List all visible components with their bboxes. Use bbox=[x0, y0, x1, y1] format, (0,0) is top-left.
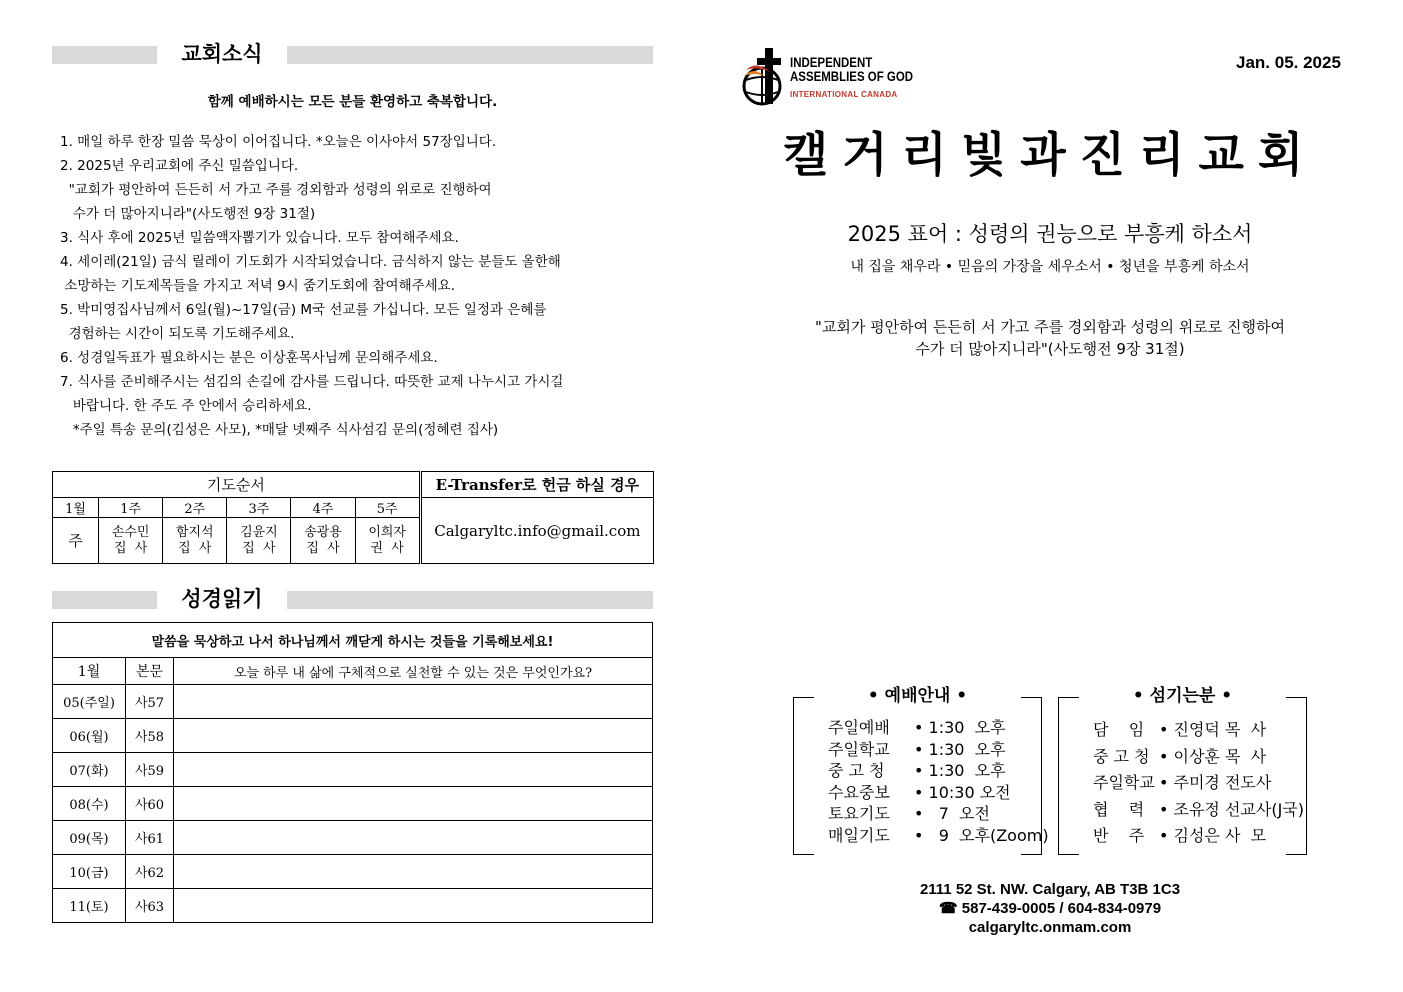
reading-notes-cell[interactable] bbox=[174, 889, 653, 923]
news-item: 7. 식사를 준비해주시는 섬김의 손길에 감사를 드립니다. 따뜻한 교제 나누시고 가시길 bbox=[60, 374, 564, 390]
ag-logo-icon bbox=[740, 46, 788, 108]
reading-passage: 사60 bbox=[126, 787, 174, 821]
reading-day: 10(금) bbox=[53, 855, 126, 889]
address: 2111 52 St. NW. Calgary, AB T3B 1C3 bbox=[919, 881, 1181, 898]
news-item: 6. 성경일독표가 필요하시는 분은 이상훈목사님께 문의해주세요. bbox=[60, 350, 438, 366]
news-item: 3. 식사 후에 2025년 밀씀액자뽑기가 있습니다. 모두 참여해주세요. bbox=[60, 230, 459, 246]
reading-notes-cell[interactable] bbox=[174, 753, 653, 787]
reading-notes-cell[interactable] bbox=[174, 821, 653, 855]
week-header: 1주 bbox=[99, 498, 163, 518]
server-role: 협 력 bbox=[1093, 799, 1145, 819]
server-item bbox=[1093, 823, 1266, 846]
server-item bbox=[1093, 797, 1304, 820]
service-item bbox=[828, 823, 1049, 846]
reading-row bbox=[53, 821, 653, 855]
website-link[interactable]: calgaryltc.onmam.com bbox=[968, 919, 1132, 936]
service-name: 수요중보 bbox=[828, 782, 890, 802]
church-logo bbox=[740, 46, 788, 108]
service-name: 매일기도 bbox=[828, 825, 890, 845]
server-name: • 주미경 전도사 bbox=[1159, 773, 1272, 792]
news-item: *주일 특송 문의(김성은 사모), *매달 넷째주 식사섬김 문의(정혜련 집사) bbox=[60, 422, 499, 438]
reading-passage: 사61 bbox=[126, 821, 174, 855]
server-role: 주일학교 bbox=[1093, 773, 1155, 792]
server-name: • 김성은 사 모 bbox=[1159, 826, 1267, 845]
news-item: 1. 매일 하루 한장 밀씀 묵상이 이어집니다. *오늘은 이사야서 57장입니다. bbox=[60, 134, 497, 150]
reading-row bbox=[53, 787, 653, 821]
prayer-title: 기도순서 bbox=[53, 472, 421, 498]
prayer-person: 송광용 집 사 bbox=[291, 518, 355, 564]
news-title: 교회소식 bbox=[157, 36, 287, 72]
reading-row bbox=[53, 889, 653, 923]
news-item: 4. 세이레(21일) 금식 릴레이 기도회가 시작되었습니다. 금식하지 않는 분들도 올한해 bbox=[60, 254, 561, 270]
reading-day: 07(화) bbox=[53, 753, 126, 787]
reading-passage: 사62 bbox=[126, 855, 174, 889]
contact-info bbox=[730, 880, 1370, 937]
reading-title: 성경읽기 bbox=[157, 581, 287, 617]
reading-row bbox=[53, 685, 653, 719]
logo-subtext: INTERNATIONAL CANADA bbox=[790, 90, 898, 99]
news-item: 바랍니다. 한 주도 주 안에서 승리하세요. bbox=[60, 398, 312, 414]
reading-col-text: 본문 bbox=[126, 658, 174, 685]
week-header: 4주 bbox=[291, 498, 355, 518]
reading-notes-cell[interactable] bbox=[174, 685, 653, 719]
service-time: • 10:30 오전 bbox=[914, 782, 1011, 802]
service-time: • 7 오전 bbox=[914, 804, 990, 823]
prayer-row-label: 주 bbox=[53, 518, 99, 564]
motto-subtitle: 내 집을 채우라 • 믿음의 가장을 세우소서 • 청년을 부흥케 하소서 bbox=[850, 259, 1250, 275]
service-name: 주일학교 bbox=[828, 739, 890, 759]
reading-row bbox=[53, 719, 653, 753]
server-name: • 조유정 선교사(J국) bbox=[1159, 799, 1305, 819]
reading-col-month: 1월 bbox=[53, 658, 126, 685]
prayer-person: 이희자 권 사 bbox=[355, 518, 420, 564]
server-item bbox=[1093, 770, 1271, 793]
logo-text: INDEPENDENT ASSEMBLIES OF GOD bbox=[790, 55, 914, 84]
reading-day: 06(월) bbox=[53, 719, 126, 753]
prayer-table bbox=[52, 471, 654, 564]
news-section-header bbox=[52, 42, 653, 66]
service-name: 주일예배 bbox=[828, 718, 890, 737]
service-name: 중 고 청 bbox=[828, 761, 885, 780]
reading-day: 08(수) bbox=[53, 787, 126, 821]
reading-notes-cell[interactable] bbox=[174, 855, 653, 889]
news-item: 5. 박미영집사님께서 6일(월)~17일(금) M국 선교를 가십니다. 모든 일정과 은혜를 bbox=[60, 302, 547, 318]
phone: ☎ 587-439-0005 / 604-834-0979 bbox=[938, 900, 1162, 917]
service-time: • 9 오후(Zoom) bbox=[914, 825, 1049, 845]
reading-row bbox=[53, 855, 653, 889]
reading-table bbox=[52, 622, 653, 923]
servers-box bbox=[1058, 686, 1307, 855]
church-name: 캘거리빛과진리교회 bbox=[782, 128, 1318, 183]
reading-passage: 사58 bbox=[126, 719, 174, 753]
week-header: 5주 bbox=[355, 498, 420, 518]
server-role: 반 주 bbox=[1093, 826, 1145, 845]
service-item bbox=[828, 758, 1006, 781]
servers-title: • 섬기는분 • bbox=[1132, 686, 1233, 706]
reading-prompt: 말씀을 묵상하고 나서 하나님께서 깨닫게 하시는 것들을 기록해보세요! bbox=[53, 623, 653, 658]
prayer-month: 1월 bbox=[53, 498, 99, 518]
bulletin-date: Jan. 05. 2025 bbox=[1236, 53, 1341, 72]
server-item bbox=[1093, 744, 1266, 767]
service-time: • 1:30 오후 bbox=[914, 739, 1006, 759]
week-header: 3주 bbox=[227, 498, 291, 518]
service-item bbox=[828, 737, 1006, 760]
prayer-person: 김윤지 집 사 bbox=[227, 518, 291, 564]
news-item: 수가 더 많아지니라"(사도행전 9장 31절) bbox=[60, 206, 316, 222]
service-item bbox=[828, 780, 1011, 803]
server-role: 중 고 청 bbox=[1093, 746, 1150, 766]
news-list bbox=[60, 130, 660, 442]
welcome-message: 함께 예배하시는 모든 분들 환영하고 축복합니다. bbox=[207, 94, 498, 110]
service-item bbox=[828, 801, 990, 824]
etransfer-email: Calgaryltc.info@gmail.com bbox=[420, 498, 653, 564]
reading-notes-cell[interactable] bbox=[174, 787, 653, 821]
prayer-person: 손수민 집 사 bbox=[99, 518, 163, 564]
week-header: 2주 bbox=[163, 498, 227, 518]
reading-day: 05(주일) bbox=[53, 685, 126, 719]
reading-section-header bbox=[52, 587, 653, 611]
service-time: • 1:30 오후 bbox=[914, 718, 1006, 737]
services-box bbox=[793, 686, 1049, 855]
service-item bbox=[828, 715, 1006, 738]
reading-passage: 사63 bbox=[126, 889, 174, 923]
reading-col-question: 오늘 하루 내 삶에 구체적으로 실천할 수 있는 것은 무엇인가요? bbox=[174, 658, 653, 685]
news-item: 경험하는 시간이 되도록 기도해주세요. bbox=[60, 326, 295, 342]
news-item: 소망하는 기도제목들을 가지고 저녁 9시 줌기도회에 참여해주세요. bbox=[60, 278, 456, 294]
server-role: 담 임 bbox=[1093, 720, 1145, 739]
reading-day: 09(목) bbox=[53, 821, 126, 855]
services-title: • 예배안내 • bbox=[867, 686, 968, 706]
news-item: "교회가 평안하여 든든히 서 가고 주를 경외함과 성령의 위로로 진행하여 bbox=[60, 182, 492, 198]
service-time: • 1:30 오후 bbox=[914, 761, 1006, 780]
server-item bbox=[1093, 717, 1266, 740]
reading-notes-cell[interactable] bbox=[174, 719, 653, 753]
service-name: 토요기도 bbox=[828, 804, 890, 823]
reading-passage: 사59 bbox=[126, 753, 174, 787]
reading-row bbox=[53, 753, 653, 787]
year-motto: 2025 표어 : 성령의 권능으로 부흥케 하소서 bbox=[847, 222, 1253, 246]
theme-verse: "교회가 평안하여 든든히 서 가고 주를 경외함과 성령의 위로로 진행하여 수가 더 많아지니라"(사도행전 9장 31절) bbox=[814, 318, 1286, 358]
reading-passage: 사57 bbox=[126, 685, 174, 719]
news-item: 2. 2025년 우리교회에 주신 밀씀입니다. bbox=[60, 158, 299, 174]
prayer-person: 함지석 집 사 bbox=[163, 518, 227, 564]
etransfer-title: E-Transfer로 헌금 하실 경우 bbox=[420, 472, 653, 498]
reading-day: 11(토) bbox=[53, 889, 126, 923]
server-name: • 진영덕 목 사 bbox=[1159, 720, 1267, 739]
server-name: • 이상훈 목 사 bbox=[1159, 746, 1267, 766]
